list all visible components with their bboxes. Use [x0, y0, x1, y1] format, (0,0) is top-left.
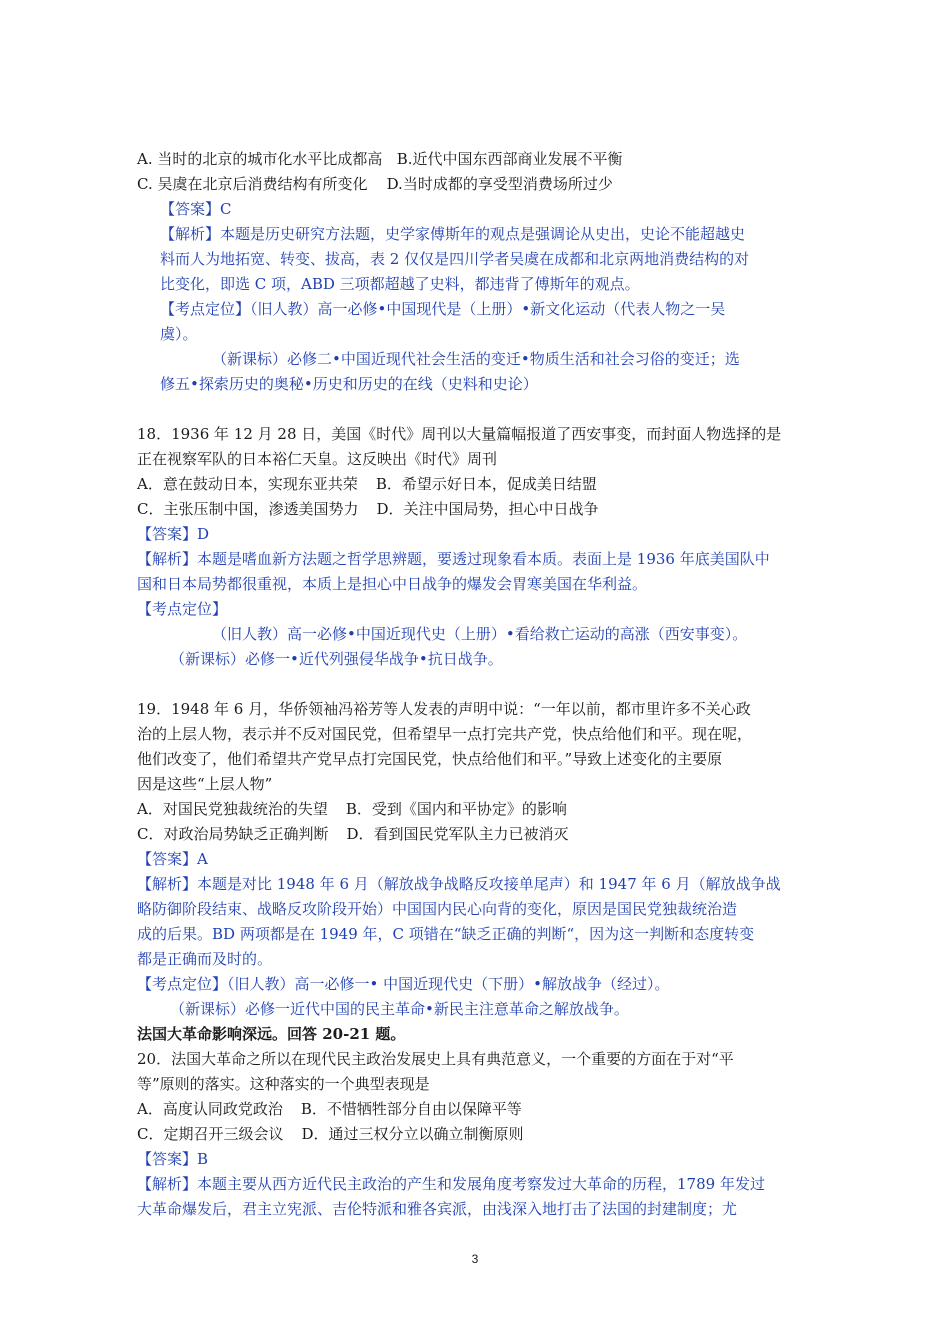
q20-stem-line: 等”原则的落实。这种落实的一个典型表现是 — [137, 1075, 430, 1093]
q20-option-c: C．定期召开三级会议 — [137, 1125, 284, 1143]
q17-location-new-line: 修五•探索历史的奥秘•历史和历史的在线（史料和史论） — [160, 375, 538, 393]
q17-option-c: C. 吴虞在北京后消费结构有所变化 — [137, 175, 368, 193]
q18-option-c: C．主张压制中国，渗透美国势力 — [137, 500, 359, 518]
q18-analysis-line: 国和日本局势都很重视，本质上是担心中日战争的爆发会胃寒美国在华利益。 — [137, 575, 648, 593]
q18-option-b: B．希望示好日本，促成美日结盟 — [375, 475, 597, 493]
q17-analysis-line: 料而人为地拓宽、转变、拔高，表 2 仅仅是四川学者吴虞在成都和北京两地消费结构的对 — [160, 250, 750, 268]
q19-analysis-line: 成的后果。BD 两项都是在 1949 年，C 项错在“缺乏正确的判断“，因为这一判断和态度转变 — [137, 925, 755, 943]
q19-stem-line: 他们改变了，他们希望共产党早点打完国民党，快点给他们和平。”导致上述变化的主要原 — [137, 750, 723, 768]
q17-option-d: D.当时成都的享受型消费场所过少 — [386, 175, 613, 193]
q17-option-a: A. 当时的北京的城市化水平比成都高 — [137, 150, 383, 168]
q18-stem-line: 正在视察军队的日本裕仁天皇。这反映出《时代》周刊 — [137, 450, 498, 468]
q19-options-ab — [137, 798, 567, 820]
q18-analysis-line: 【解析】本题是嗜血新方法题之哲学思辨题，要透过现象看本质。表面上是 1936 年底美国队中 — [137, 550, 770, 568]
q17-location-new-line: （新课标）必修二•中国近现代社会生活的变迁•物质生活和社会习俗的变迁；选 — [212, 350, 740, 368]
q19-analysis-line: 都是正确而及时的。 — [137, 950, 273, 968]
q18-options-cd — [137, 498, 599, 520]
q18-option-d: D．关注中国局势，担心中日战争 — [376, 500, 599, 518]
q19-analysis-line: 【解析】本题是对比 1948 年 6 月（解放战争战略反攻接单尾声）和 1947 年 6 月（解放战争战 — [137, 875, 781, 893]
q17-location-line: 虞）。 — [160, 325, 198, 343]
q19-stem-line: 19．1948 年 6 月，华侨领袖冯裕芳等人发表的声明中说：“一年以前，都市里许多不关心政 — [137, 700, 751, 718]
q20-options-cd — [137, 1123, 524, 1145]
q19-answer: 【答案】A — [137, 850, 208, 868]
q20-options-ab — [137, 1098, 522, 1120]
q18-location-label: 【考点定位】 — [137, 600, 228, 618]
q17-answer: 【答案】C — [160, 200, 232, 218]
q18-stem-line: 18．1936 年 12 月 28 日，美国《时代》周刊以大量篇幅报道了西安事变，而封面人物选择的是 — [137, 425, 782, 443]
page-number: 3 — [471, 1252, 479, 1266]
q17-location-line: 【考点定位】（旧人教）高一必修•中国现代是（上册）•新文化运动（代表人物之一吴 — [160, 300, 726, 318]
q20-answer: 【答案】B — [137, 1150, 209, 1168]
q20-option-a: A．高度认同政党政治 — [137, 1100, 283, 1118]
q20-analysis-line: 大革命爆发后，君主立宪派、吉伦特派和雅各宾派，由浅深入地打击了法国的封建制度；尤 — [137, 1200, 738, 1218]
q18-options-ab — [137, 473, 597, 495]
q17-analysis-line: 比变化，即选 C 项，ABD 三项都超越了史料，都违背了傅斯年的观点。 — [160, 275, 640, 293]
q19-analysis-line: 略防御阶段结束、战略反攻阶段开始）中国国内民心向背的变化，原因是国民党独裁统治造 — [137, 900, 738, 918]
q19-location-new: （新课标）必修一近代中国的民主革命•新民主注意革命之解放战争。 — [170, 1000, 629, 1018]
q19-options-cd — [137, 823, 569, 845]
q20-stem-line: 20．法国大革命之所以在现代民主政治发展史上具有典范意义，一个重要的方面在于对“平 — [137, 1050, 734, 1068]
q19-stem-line: 治的上层人物，表示并不反对国民党，但希望早一点打完共产党，快点给他们和平。现在呢， — [137, 725, 753, 743]
q19-stem-line: 因是这些“上层人物” — [137, 775, 273, 793]
group-heading: 法国大革命影响深远。回答 20-21 题。 — [137, 1025, 406, 1043]
q19-location: 【考点定位】（旧人教）高一必修一• 中国近现代史（下册）•解放战争（经过）。 — [137, 975, 670, 993]
q18-location-old: （旧人教）高一必修•中国近现代史（上册）•看给救亡运动的高涨（西安事变）。 — [212, 625, 748, 643]
q18-location-new: （新课标）必修一•近代列强侵华战争•抗日战争。 — [170, 650, 503, 668]
q20-analysis-line: 【解析】本题主要从西方近代民主政治的产生和发展角度考察发过大革命的历程，1789 年发过 — [137, 1175, 765, 1193]
q19-option-b: B．受到《国内和平协定》的影响 — [345, 800, 567, 818]
q17-analysis-line: 【解析】本题是历史研究方法题，史学家傅斯年的观点是强调论从史出，史论不能超越史 — [160, 225, 746, 243]
q19-option-d: D．看到国民党军队主力已被消灭 — [346, 825, 569, 843]
q17-options-cd — [137, 173, 613, 195]
q17-option-b: B.近代中国东西部商业发展不平衡 — [396, 150, 623, 168]
q20-option-d: D．通过三权分立以确立制衡原则 — [301, 1125, 524, 1143]
q17-options-ab — [137, 148, 622, 170]
q19-option-c: C．对政治局势缺乏正确判断 — [137, 825, 329, 843]
q18-answer: 【答案】D — [137, 525, 210, 543]
q18-option-a: A．意在鼓动日本，实现东亚共荣 — [137, 475, 358, 493]
q19-option-a: A．对国民党独裁统治的失望 — [137, 800, 328, 818]
q20-option-b: B．不惜牺牲部分自由以保障平等 — [300, 1100, 522, 1118]
